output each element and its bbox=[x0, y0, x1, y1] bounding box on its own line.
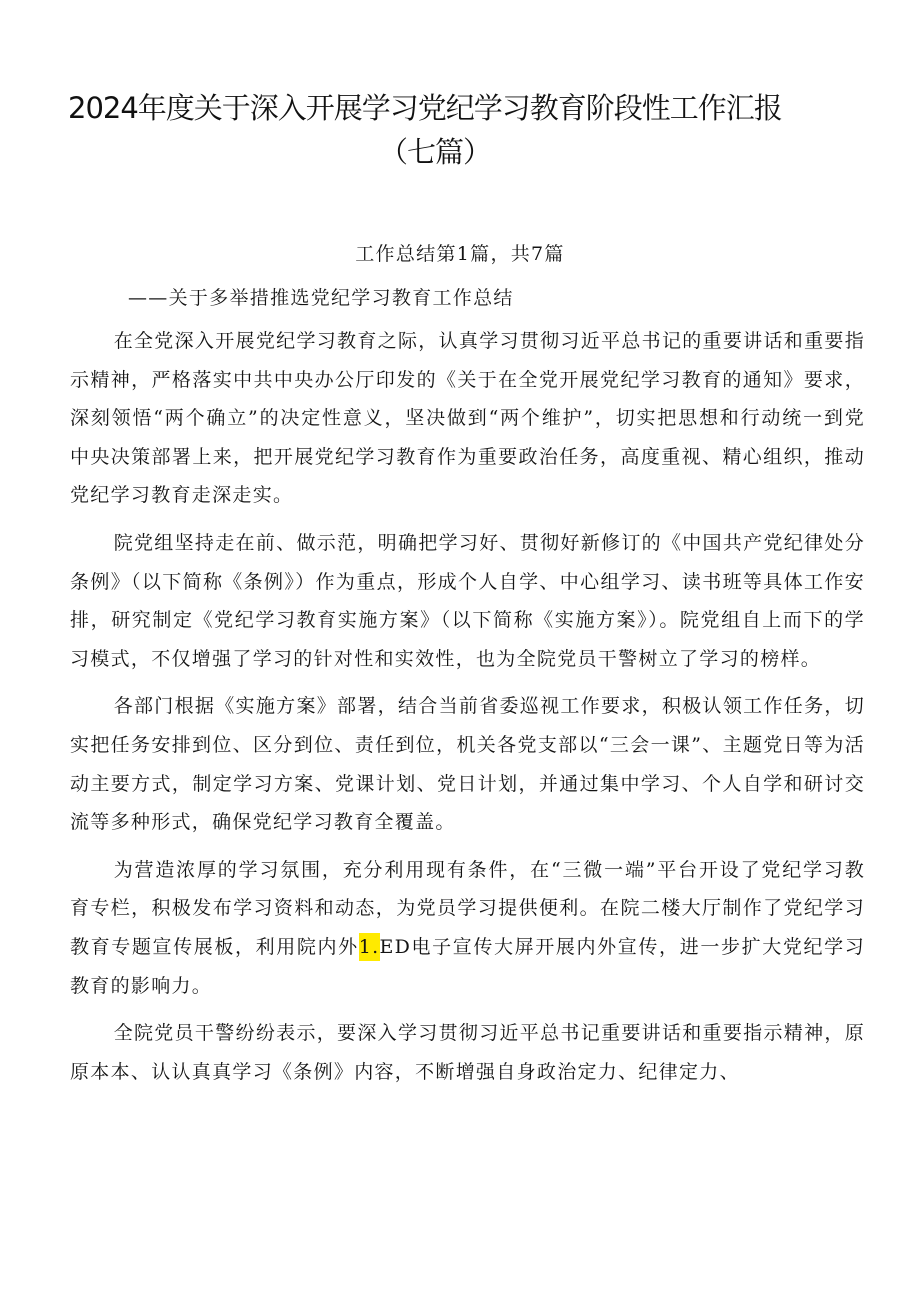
paragraph-2: 院党组坚持走在前、做示范，明确把学习好、贯彻好新修订的《中国共产党纪律处分条例》（以下简称《条例》）作为重点，形成个人自学、中心组学习、读书班等具体工作安排，研究制定《党纪学习教育实施方案》（以下简称《实施方案》）。院党组自上而下的学习模式，不仅增强了学习的针对性和实效性，也为全院党员干警树立了学习的榜样。 bbox=[70, 531, 865, 670]
document-title-line-2: （七篇） bbox=[378, 135, 491, 169]
document-body bbox=[70, 322, 865, 1100]
document-title bbox=[60, 86, 860, 174]
paragraph-4-text-start: 为营造浓厚的学习氛围，充分利用现有条件，在“三微一端”平台开设了党纪学习教育专栏，积极发布学习资料和动态，为党员学习提供便利。在院二楼大厅制作了党纪学习教育专题宣传展板，利用院内外 bbox=[70, 858, 865, 958]
paragraph-4-text-end: ED电子宣传大屏开展内外宣传，进一步扩大党纪学习教育的影响力。 bbox=[70, 935, 866, 997]
paragraph-4 bbox=[70, 851, 865, 1005]
section-subtitle: ——关于多举措推选党纪学习教育工作总结 bbox=[128, 287, 514, 309]
paragraph-5: 全院党员干警纷纷表示，要深入学习贯彻习近平总书记重要讲话和重要指示精神，原原本本、认认真真学习《条例》内容，不断增强自身政治定力、纪律定力、 bbox=[70, 1022, 865, 1083]
paragraph-3: 各部门根据《实施方案》部署，结合当前省委巡视工作要求，积极认领工作任务，切实把任务安排到位、区分到位、责任到位，机关各党支部以“三会一课”、主题党日等为活动主要方式，制定学习方案、党课计划、党日计划，并通过集中学习、个人自学和研讨交流等多种形式，确保党纪学习教育全覆盖。 bbox=[70, 695, 865, 834]
section-heading: 工作总结第1篇，共7篇 bbox=[355, 243, 565, 265]
document-title-line-1: 2024年度关于深入开展学习党纪学习教育阶段性工作汇报 bbox=[68, 91, 782, 125]
paragraph-1: 在全党深入开展党纪学习教育之际，认真学习贯彻习近平总书记的重要讲话和重要指示精神，严格落实中共中央办公厅印发的《关于在全党开展党纪学习教育的通知》要求，深刻领悟“两个确立”的决定性意义，坚决做到“两个维护”，切实把思想和行动统一到党中央决策部署上来，把开展党纪学习教育作为重要政治任务，高度重视、精心组织，推动党纪学习教育走深走实。 bbox=[70, 330, 865, 507]
highlighted-text: 1. bbox=[359, 933, 380, 961]
